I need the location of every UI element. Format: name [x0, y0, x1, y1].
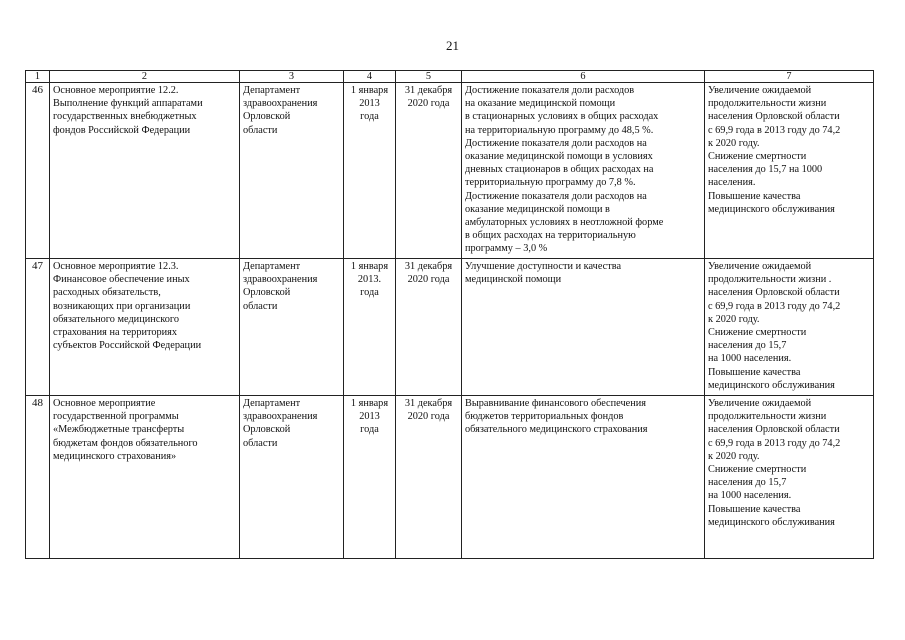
cell-text-line: оказание медицинской помощи в условиях	[465, 151, 653, 163]
column-number: 6	[462, 71, 705, 83]
cell-text-line: Достижение показателя доли расходов	[465, 85, 635, 96]
cell-text-line: с 69,9 года в 2013 году до 74,2	[708, 437, 841, 449]
cell-text-line: с 69,9 года в 2013 году до 74,2	[708, 124, 841, 136]
effects-cell	[705, 83, 874, 259]
cell-text-line: с 69,9 года в 2013 году до 74,2	[708, 300, 841, 312]
cell-text-line: населения Орловской области	[708, 424, 840, 436]
cell-text-line: 2013	[359, 98, 380, 110]
cell-text-line: здравоохранения	[243, 411, 318, 423]
cell-text-line: Департамент	[243, 261, 301, 272]
cell-text-line: «Межбюджетные трансферты	[53, 424, 185, 436]
cell-text-line: продолжительности жизни	[708, 411, 827, 423]
cell-text-line: населения до 15,7	[708, 477, 787, 489]
cell-text-line: Орловской	[243, 111, 291, 123]
cell-text-line: оказание медицинской помощи в	[465, 203, 610, 215]
executor-cell	[240, 396, 344, 559]
cell-text-line: 31 декабря	[404, 261, 453, 272]
table-row	[26, 396, 874, 559]
cell-text-line: Увеличение ожидаемой	[708, 261, 812, 272]
cell-text-line: 1 января	[350, 85, 389, 96]
cell-text-line: 31 декабря	[404, 85, 453, 96]
table-row	[26, 83, 874, 259]
cell-text-line: на 1000 населения.	[708, 353, 792, 365]
results-cell	[462, 83, 705, 259]
cell-text-line: Выполнение функций аппаратами	[53, 98, 203, 110]
cell-text-line: 2020 года	[407, 274, 450, 286]
cell-text-line: возникающих при организации	[53, 300, 191, 312]
cell-text-line: медицинской помощи	[465, 274, 562, 286]
cell-text-line: 2020 года	[407, 411, 450, 423]
column-number: 7	[705, 71, 874, 83]
column-number: 2	[50, 71, 240, 83]
end-date-cell	[396, 83, 462, 259]
results-cell	[462, 259, 705, 396]
cell-text-line: 1 января	[350, 261, 389, 272]
start-date-cell	[344, 83, 396, 259]
table-row	[26, 259, 874, 396]
table-body	[26, 83, 874, 559]
effects-cell	[705, 259, 874, 396]
event-cell	[50, 259, 240, 396]
end-date-cell	[396, 259, 462, 396]
executor-cell	[240, 259, 344, 396]
cell-text-line: 31 декабря	[404, 398, 453, 409]
cell-text-line: Финансовое обеспечение иных	[53, 274, 190, 286]
cell-text-line: Повышение качества	[708, 366, 801, 378]
event-cell	[50, 83, 240, 259]
cell-text-line: области	[243, 300, 278, 312]
cell-text-line: 1 января	[350, 398, 389, 409]
row-number-cell: 46	[26, 83, 50, 259]
cell-text-line: Увеличение ожидаемой	[708, 85, 812, 96]
cell-text-line: программу – 3,0 %	[465, 243, 548, 255]
cell-text-line: медицинского страхования»	[53, 450, 177, 462]
cell-text-line: Достижение показателя доли расходов на	[465, 137, 647, 149]
cell-text-line: Основное мероприятие 12.3.	[53, 261, 179, 272]
cell-text-line: населения Орловской области	[708, 111, 840, 123]
cell-text-line: медицинского обслуживания	[708, 379, 835, 391]
cell-text-line: на оказание медицинской помощи	[465, 98, 616, 110]
cell-text-line: Выравнивание финансового обеспечения	[465, 398, 646, 409]
cell-text-line: здравоохранения	[243, 274, 318, 286]
cell-text-line: 2013	[359, 411, 380, 423]
results-cell	[462, 396, 705, 559]
cell-text-line: Снижение смертности	[708, 327, 807, 339]
cell-text-line: страхования на территориях	[53, 327, 178, 339]
cell-text-line: субъектов Российской Федерации	[53, 340, 202, 352]
end-date-cell	[396, 396, 462, 559]
cell-text-line: к 2020 году.	[708, 450, 760, 462]
cell-text-line: Снижение смертности	[708, 464, 807, 476]
cell-text-line: Основное мероприятие 12.2.	[53, 85, 179, 96]
cell-text-line: населения до 15,7 на 1000	[708, 164, 823, 176]
column-number: 3	[240, 71, 344, 83]
cell-text-line: населения.	[708, 177, 756, 189]
cell-text-line: бюджетов территориальных фондов	[465, 411, 624, 423]
cell-text-line: медицинского обслуживания	[708, 203, 835, 215]
row-number-cell: 48	[26, 396, 50, 559]
cell-text-line: обязательного медицинского страхования	[465, 424, 648, 436]
cell-text-line: Орловской	[243, 287, 291, 299]
cell-text-line: населения до 15,7	[708, 340, 787, 352]
cell-text-line: на территориальную программу до 48,5 %.	[465, 124, 654, 136]
effects-cell	[705, 396, 874, 559]
cell-text-line: к 2020 году.	[708, 137, 760, 149]
cell-text-line: 2020 года	[407, 98, 450, 110]
start-date-cell	[344, 259, 396, 396]
cell-text-line: года	[360, 111, 379, 123]
cell-text-line: бюджетам фондов обязательного	[53, 437, 198, 449]
cell-text-line: года	[360, 287, 379, 299]
cell-text-line: населения Орловской области	[708, 287, 840, 299]
column-number: 4	[344, 71, 396, 83]
cell-text-line: в стационарных условиях в общих расходах	[465, 111, 659, 123]
cell-text-line: области	[243, 124, 278, 136]
cell-text-line: продолжительности жизни .	[708, 274, 832, 286]
cell-text-line: обязательного медицинского	[53, 313, 180, 325]
cell-text-line: дневных стационаров в общих расходах на	[465, 164, 654, 176]
cell-text-line: расходных обязательств,	[53, 287, 161, 299]
cell-text-line: Орловской	[243, 424, 291, 436]
cell-text-line: здравоохранения	[243, 98, 318, 110]
cell-text-line: на 1000 населения.	[708, 490, 792, 502]
cell-text-line: 2013.	[357, 274, 382, 286]
cell-text-line: Департамент	[243, 85, 301, 96]
cell-text-line: медицинского обслуживания	[708, 516, 835, 528]
start-date-cell	[344, 396, 396, 559]
cell-text-line: Увеличение ожидаемой	[708, 398, 812, 409]
cell-text-line: Повышение качества	[708, 503, 801, 515]
cell-text-line: государственной программы	[53, 411, 179, 423]
cell-text-line: года	[360, 424, 379, 436]
cell-text-line: Достижение показателя доли расходов на	[465, 190, 647, 202]
page-number: 21	[446, 38, 459, 53]
cell-text-line: государственных внебюджетных	[53, 111, 197, 123]
cell-text-line: территориальную программу до 7,8 %.	[465, 177, 636, 189]
cell-text-line: амбулаторных условиях в неотложной форме	[465, 217, 664, 229]
cell-text-line: Департамент	[243, 398, 301, 409]
cell-text-line: фондов Российской Федерации	[53, 124, 191, 136]
column-number-row	[26, 71, 874, 83]
cell-text-line: Улучшение доступности и качества	[465, 261, 622, 272]
row-number-cell: 47	[26, 259, 50, 396]
cell-text-line: Повышение качества	[708, 190, 801, 202]
cell-text-line: к 2020 году.	[708, 313, 760, 325]
column-number: 5	[396, 71, 462, 83]
program-measures-table	[25, 70, 874, 559]
column-number: 1	[26, 71, 50, 83]
executor-cell	[240, 83, 344, 259]
event-cell	[50, 396, 240, 559]
cell-text-line: Снижение смертности	[708, 151, 807, 163]
cell-text-line: в общих расходах на территориальную	[465, 230, 636, 242]
cell-text-line: области	[243, 437, 278, 449]
cell-text-line: продолжительности жизни	[708, 98, 827, 110]
cell-text-line: Основное мероприятие	[53, 398, 156, 409]
